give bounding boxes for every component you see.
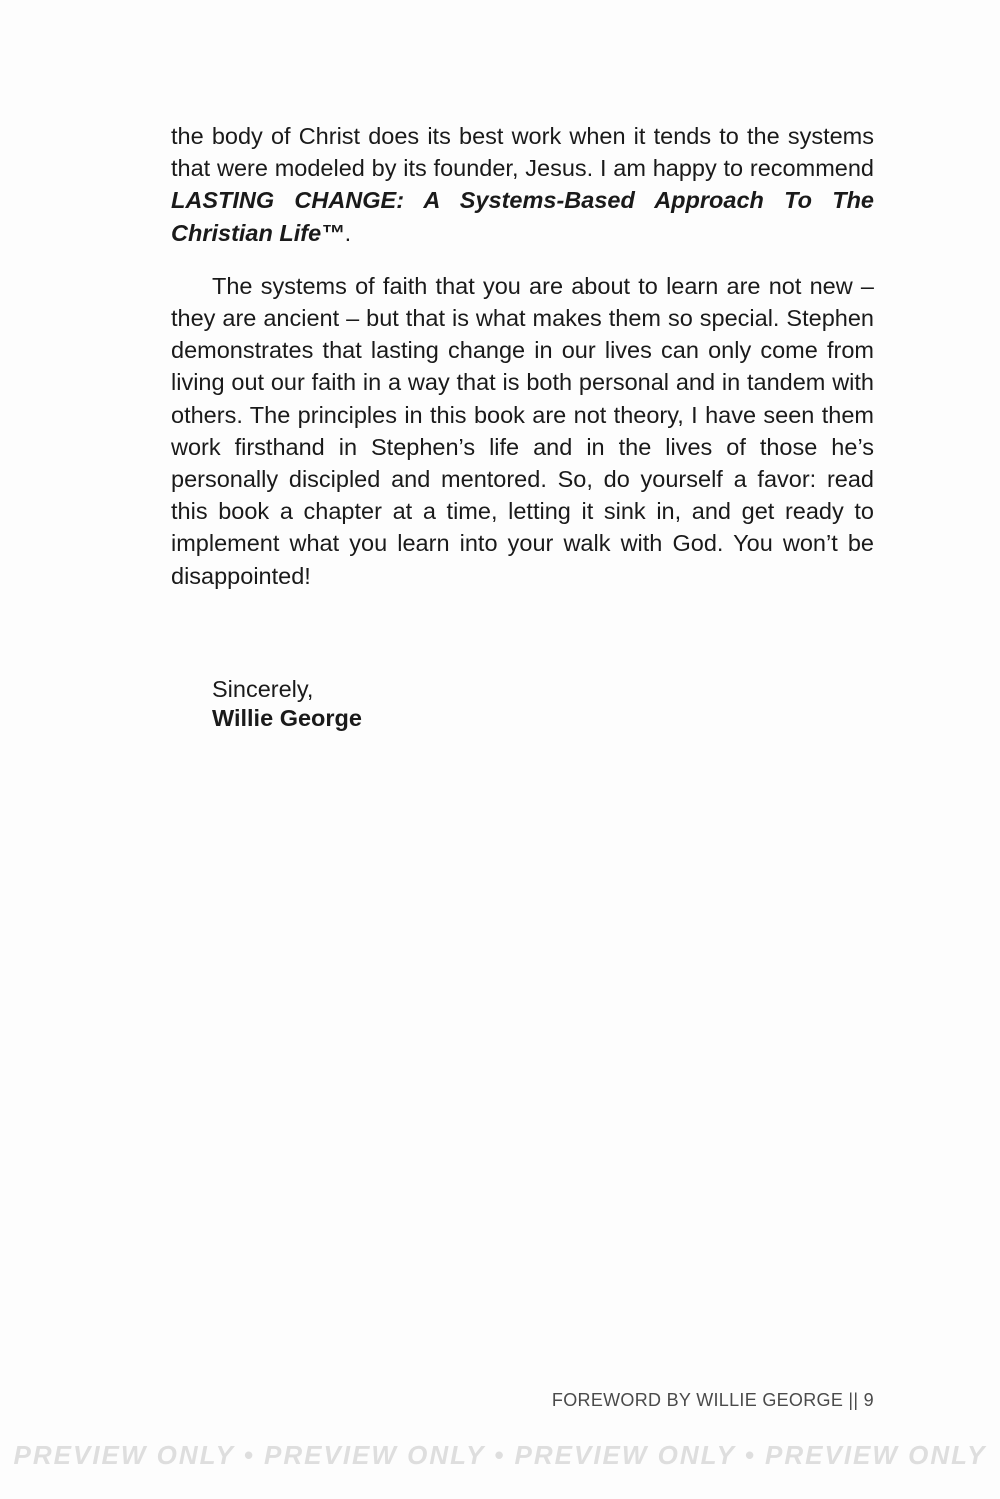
book-title: LASTING CHANGE: A Systems-Based Approach To The Christian Life™: [171, 187, 874, 246]
paragraph-2: The systems of faith that you are about to learn are not new – they are ancient – but that is what makes them so special. Stephen demonstrates that lasting change in our lives can only come from living out our faith in a way that is both personal and in tandem with others. The principles in this book are not theory, I have seen them work firsthand in Stephen’s life and in the lives of those he’s personally discipled and mentored. So, do yourself a favor: read this book a chapter at a time, letting it sink in, and get ready to implement what you learn into your walk with God. You won’t be disappointed!: [171, 272, 874, 589]
preview-watermark: PREVIEW ONLY • PREVIEW ONLY • PREVIEW ONLY • PREVIEW ONLY: [13, 1440, 987, 1470]
paragraph-1: [171, 120, 874, 249]
paragraph-1-lead: the body of Christ does its best work when it tends to the systems that were modeled by its founder, Jesus. I am happy to recommend: [171, 123, 874, 182]
signer-name: Willie George: [212, 705, 362, 731]
closing-block: [212, 675, 362, 733]
paragraph-1-tail: .: [344, 219, 352, 246]
running-footer: FOREWORD BY WILLIE GEORGE || 9: [551, 1390, 874, 1410]
closing-salutation: Sincerely,: [212, 676, 314, 702]
page-body: [171, 120, 874, 592]
